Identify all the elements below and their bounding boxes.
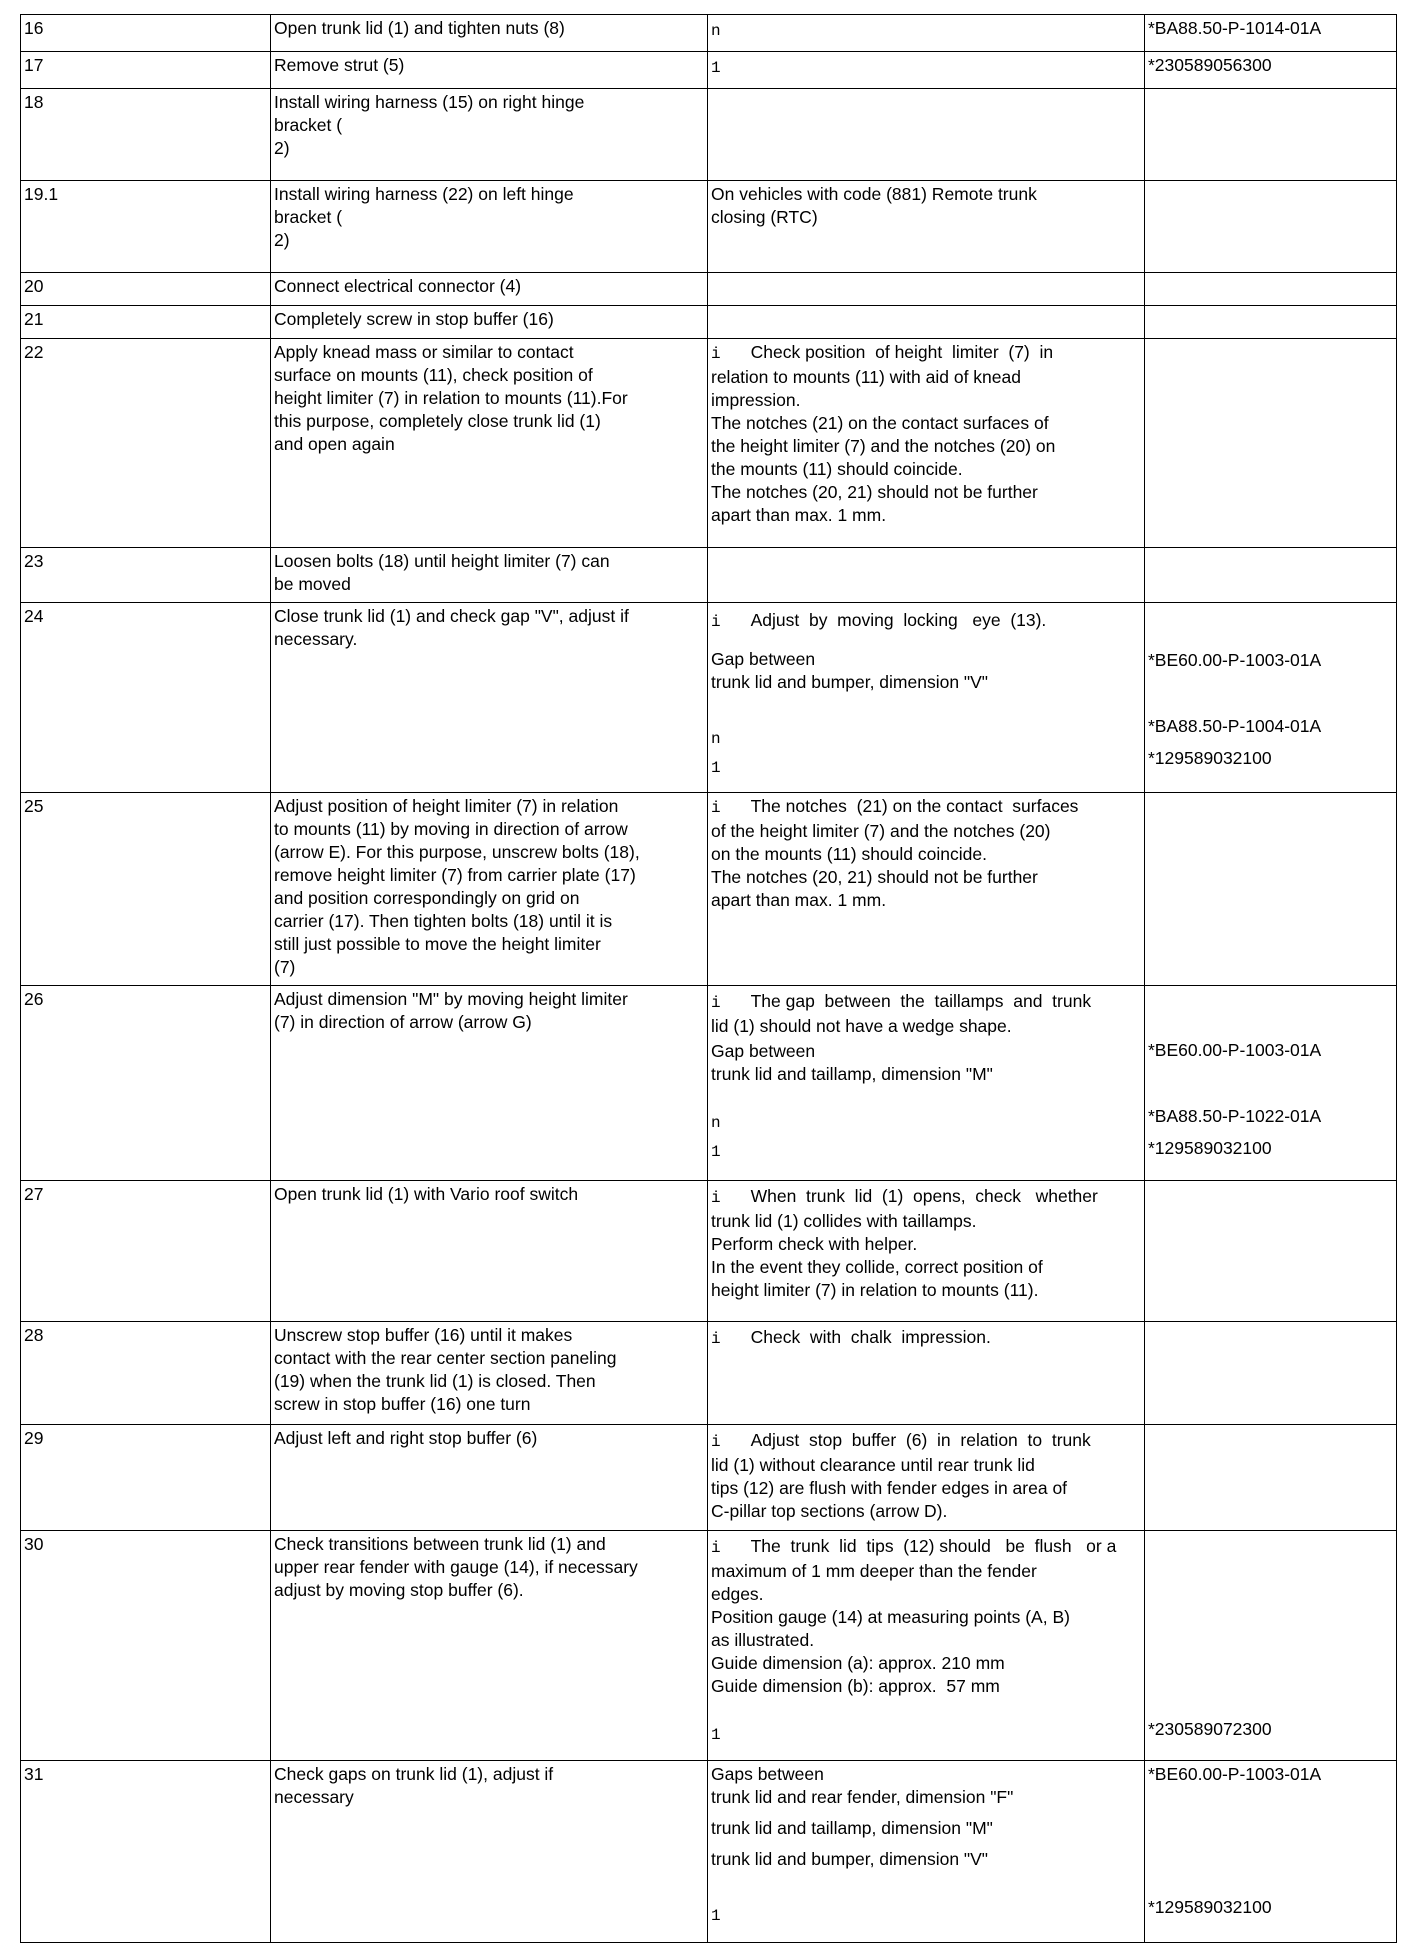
task-text: Completely screw in stop buffer (16) xyxy=(271,306,708,339)
info-icon: i xyxy=(711,1189,721,1207)
reference-cell xyxy=(1145,1181,1397,1322)
note-symbol: 1 xyxy=(711,1143,721,1161)
reference-cell xyxy=(1145,1761,1397,1943)
reference-link[interactable]: *129589032100 xyxy=(1148,1897,1272,1917)
table-row xyxy=(21,89,1397,181)
reference-cell xyxy=(1145,273,1397,306)
reference-cell xyxy=(1145,1425,1397,1531)
table-row xyxy=(21,548,1397,603)
step-number: 31 xyxy=(21,1761,271,1943)
reference-cell xyxy=(1145,52,1397,89)
task-text: Adjust left and right stop buffer (6) xyxy=(271,1425,708,1531)
task-text: Install wiring harness (15) on right hinge bracket ( 2) xyxy=(271,89,708,181)
note-symbol: n xyxy=(711,22,721,40)
note-cell: i When trunk lid (1) opens, check whether trunk lid (1) collides with taillamps. Perform check with helper. In the event they collide, correct position of height limiter (7) in relation to mounts (11). xyxy=(708,1181,1145,1322)
reference-link[interactable]: *230589056300 xyxy=(1148,55,1272,75)
step-number: 25 xyxy=(21,793,271,986)
step-number: 19.1 xyxy=(21,181,271,273)
note-symbol: n xyxy=(711,730,721,748)
task-text: Open trunk lid (1) and tighten nuts (8) xyxy=(271,15,708,52)
task-text: Adjust position of height limiter (7) in relation to mounts (11) by moving in direction of arrow (arrow E). For this purpose, unscrew bolts (18), remove height limiter (7) from carrier plate (17) and position correspondingly on grid on carrier (17). Then tighten bolts (18) until it is still just possible to move the height limiter (7) xyxy=(271,793,708,986)
note-symbol: 1 xyxy=(711,59,721,77)
reference-cell xyxy=(1145,15,1397,52)
note-cell: On vehicles with code (881) Remote trunk closing (RTC) xyxy=(708,181,1145,273)
note-cell: i The gap between the taillamps and trunk lid (1) should not have a wedge shape. Gap between trunk lid and taillamp, dimension "M" n 1 xyxy=(708,986,1145,1181)
task-text: Install wiring harness (22) on left hinge bracket ( 2) xyxy=(271,181,708,273)
info-icon: i xyxy=(711,1539,721,1557)
task-text: Check gaps on trunk lid (1), adjust if necessary xyxy=(271,1761,708,1943)
reference-link[interactable]: *BE60.00-P-1003-01A xyxy=(1148,1764,1322,1784)
table-row xyxy=(21,306,1397,339)
reference-cell xyxy=(1145,986,1397,1181)
table-row xyxy=(21,52,1397,89)
note-cell: i Check with chalk impression. xyxy=(708,1322,1145,1425)
task-text: Close trunk lid (1) and check gap "V", adjust if necessary. xyxy=(271,603,708,793)
step-number: 16 xyxy=(21,15,271,52)
reference-link[interactable]: *BE60.00-P-1003-01A xyxy=(1148,1040,1322,1060)
info-icon: i xyxy=(711,799,721,817)
info-icon: i xyxy=(711,613,721,631)
table-row xyxy=(21,181,1397,273)
reference-link[interactable]: *230589072300 xyxy=(1148,1719,1272,1739)
step-number: 27 xyxy=(21,1181,271,1322)
reference-link[interactable]: *129589032100 xyxy=(1148,748,1272,768)
reference-cell xyxy=(1145,339,1397,548)
task-text: Unscrew stop buffer (16) until it makes contact with the rear center section paneling (19) when the trunk lid (1) is closed. Then screw in stop buffer (16) one turn xyxy=(271,1322,708,1425)
reference-cell xyxy=(1145,793,1397,986)
note-cell: i The notches (21) on the contact surfaces of the height limiter (7) and the notches (20) on the mounts (11) should coincide. The notches (20, 21) should not be further apart than max. 1 mm. xyxy=(708,793,1145,986)
info-icon: i xyxy=(711,1433,721,1451)
table-row xyxy=(21,339,1397,548)
procedure-table xyxy=(20,14,1397,1943)
task-text: Connect electrical connector (4) xyxy=(271,273,708,306)
step-number: 22 xyxy=(21,339,271,548)
info-icon: i xyxy=(711,994,721,1012)
note-symbol: 1 xyxy=(711,1726,721,1744)
note-symbol: 1 xyxy=(711,759,721,777)
step-number: 20 xyxy=(21,273,271,306)
step-number: 23 xyxy=(21,548,271,603)
task-text: Apply knead mass or similar to contact surface on mounts (11), check position of height limiter (7) in relation to mounts (11).For this purpose, completely close trunk lid (1) and open again xyxy=(271,339,708,548)
note-symbol: 1 xyxy=(711,1907,721,1925)
info-icon: i xyxy=(711,1330,721,1348)
table-row xyxy=(21,986,1397,1181)
note-cell xyxy=(708,89,1145,181)
reference-cell xyxy=(1145,89,1397,181)
reference-cell xyxy=(1145,548,1397,603)
table-row xyxy=(21,273,1397,306)
table-row xyxy=(21,1181,1397,1322)
table-row xyxy=(21,1425,1397,1531)
table-row xyxy=(21,1322,1397,1425)
step-number: 21 xyxy=(21,306,271,339)
step-number: 29 xyxy=(21,1425,271,1531)
reference-link[interactable]: *BE60.00-P-1003-01A xyxy=(1148,650,1322,670)
note-cell xyxy=(708,306,1145,339)
step-number: 24 xyxy=(21,603,271,793)
task-text: Open trunk lid (1) with Vario roof switch xyxy=(271,1181,708,1322)
reference-link[interactable]: *BA88.50-P-1022-01A xyxy=(1148,1106,1322,1126)
info-icon: i xyxy=(711,345,721,363)
table-row xyxy=(21,1531,1397,1761)
task-text: Adjust dimension "M" by moving height limiter (7) in direction of arrow (arrow G) xyxy=(271,986,708,1181)
table-row xyxy=(21,603,1397,793)
note-cell xyxy=(708,273,1145,306)
step-number: 30 xyxy=(21,1531,271,1761)
reference-cell xyxy=(1145,306,1397,339)
note-cell: i Adjust stop buffer (6) in relation to trunk lid (1) without clearance until rear trunk lid tips (12) are flush with fender edges in area of C-pillar top sections (arrow D). xyxy=(708,1425,1145,1531)
reference-cell xyxy=(1145,1531,1397,1761)
task-text: Check transitions between trunk lid (1) and upper rear fender with gauge (14), if necessary adjust by moving stop buffer (6). xyxy=(271,1531,708,1761)
step-number: 28 xyxy=(21,1322,271,1425)
step-number: 18 xyxy=(21,89,271,181)
note-cell: i The trunk lid tips (12) should be flush or a maximum of 1 mm deeper than the fender edges. Position gauge (14) at measuring points (A, B) as illustrated. Guide dimension (a): approx. 210 mm Guide dimension (b): approx. 57 mm 1 xyxy=(708,1531,1145,1761)
note-cell xyxy=(708,548,1145,603)
note-cell: Gaps between trunk lid and rear fender, dimension "F" trunk lid and taillamp, dimension "M" trunk lid and bumper, dimension "V" 1 xyxy=(708,1761,1145,1943)
note-cell xyxy=(708,52,1145,89)
reference-link[interactable]: *BA88.50-P-1014-01A xyxy=(1148,18,1322,38)
reference-cell xyxy=(1145,181,1397,273)
table-row xyxy=(21,1761,1397,1943)
reference-link[interactable]: *BA88.50-P-1004-01A xyxy=(1148,716,1322,736)
step-number: 17 xyxy=(21,52,271,89)
note-cell: i Adjust by moving locking eye (13). Gap between trunk lid and bumper, dimension "V" n 1 xyxy=(708,603,1145,793)
note-cell: i Check position of height limiter (7) in relation to mounts (11) with aid of knead impression. The notches (21) on the contact surfaces of the height limiter (7) and the notches (20) on the mounts (11) should coincide. The notches (20, 21) should not be further apart than max. 1 mm. xyxy=(708,339,1145,548)
task-text: Loosen bolts (18) until height limiter (7) can be moved xyxy=(271,548,708,603)
reference-cell xyxy=(1145,1322,1397,1425)
reference-cell xyxy=(1145,603,1397,793)
note-symbol: n xyxy=(711,1114,721,1132)
table-row xyxy=(21,793,1397,986)
table-row xyxy=(21,15,1397,52)
note-cell xyxy=(708,15,1145,52)
step-number: 26 xyxy=(21,986,271,1181)
reference-link[interactable]: *129589032100 xyxy=(1148,1138,1272,1158)
task-text: Remove strut (5) xyxy=(271,52,708,89)
